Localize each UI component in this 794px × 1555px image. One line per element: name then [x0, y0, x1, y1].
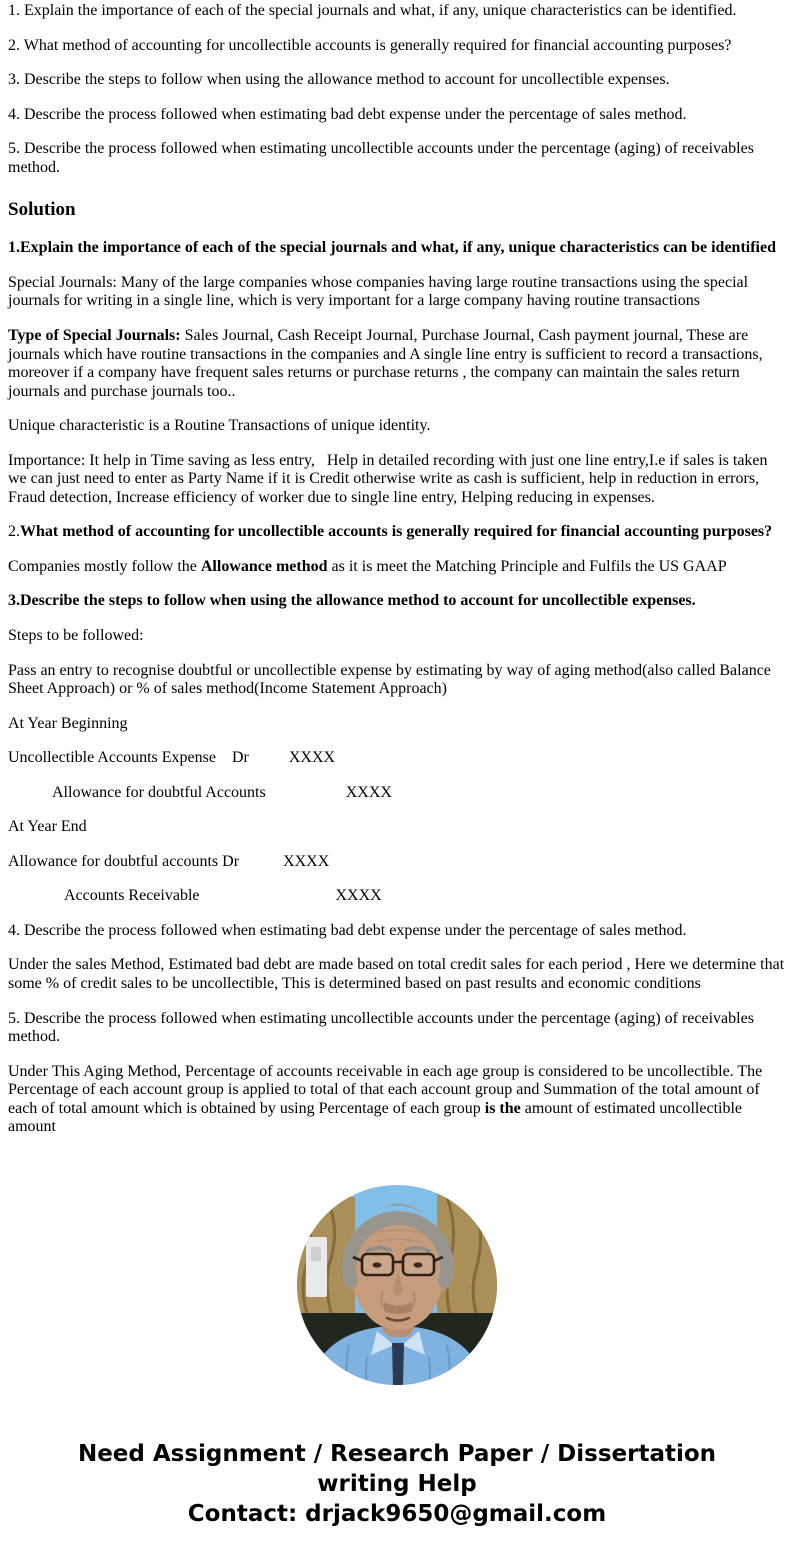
footer-line-2: writing Help	[317, 1470, 477, 1497]
text-run: Sales Journal, Cash Receipt Journal, Purchase Journal, Cash payment journal, These are journals which have routine transactions in the companies and A single line entry is sufficient to record a transactions, moreover if a company have frequent sales returns or purchase returns , the company can maintain the sales return journals and purchase journals too..	[8, 326, 767, 400]
text-run: 2.	[8, 523, 20, 541]
answer3-year-beginning-label: At Year Beginning	[8, 714, 128, 732]
journal-entry-line: Allowance for doubtful accounts Dr XXXX	[8, 852, 330, 870]
answer2-paragraph	[8, 558, 786, 577]
journal-entry-line: Accounts Receivable XXXX	[8, 887, 382, 905]
eye-left	[373, 1262, 382, 1267]
footer-line-3: Contact: drjack9650@gmail.com	[187, 1500, 607, 1527]
answer4-heading: 4. Describe the process followed when estimating bad debt expense under the percentage of sales method.	[8, 921, 687, 939]
answer3-steps-label: Steps to be followed:	[8, 626, 144, 644]
panel-switch	[311, 1247, 321, 1261]
photo-tie	[392, 1343, 404, 1385]
question-2: 2. What method of accounting for uncollectible accounts is generally required for financial accounting purposes?	[8, 36, 732, 54]
footer-banner	[8, 1439, 786, 1529]
answer1-special-journals: Special Journals: Many of the large companies whose companies having large routine transactions using the special journals for writing in a single line, which is very important for a large company having routine transactions	[8, 273, 753, 310]
answer3-year-end-label: At Year End	[8, 818, 87, 836]
answer5-paragraph	[8, 1063, 786, 1137]
answer1-importance: Importance: It help in Time saving as less entry, Help in detailed recording with just one line entry,I.e if sales is taken we can just need to enter as Party Name if it is Credit otherwise write as cash is sufficient, help in reduction in errors, Fraud detection, Increase efficiency of worker due to single line entry, Helping reducing in expenses.	[8, 451, 772, 506]
answer1-heading: 1.Explain the importance of each of the special journals and what, if any, unique characteristics can be identified	[8, 239, 776, 257]
answer4-paragraph: Under the sales Method, Estimated bad debt are made based on total credit sales for each period , Here we determine that some % of credit sales to be uncollectible, This is determined based on past results and economic conditions	[8, 956, 789, 992]
text-run-bold: What method of accounting for uncollectible accounts is generally required for financial accounting purposes?	[20, 523, 773, 541]
text-run: Companies mostly follow the	[8, 557, 201, 575]
question-4: 4. Describe the process followed when estimating bad debt expense under the percentage of sales method.	[8, 105, 687, 123]
answer5-heading: 5. Describe the process followed when estimating uncollectible accounts under the percentage (aging) of receivables method.	[8, 1009, 758, 1046]
portrait-photo	[8, 1185, 786, 1385]
journal-entry-line: Allowance for doubtful Accounts XXXX	[8, 783, 392, 801]
question-1: 1. Explain the importance of each of the special journals and what, if any, unique characteristics can be identified.	[8, 2, 737, 19]
text-run: amount of estimated uncollectible amount	[8, 1099, 747, 1136]
answer2-heading	[8, 523, 786, 542]
answer1-unique-characteristic: Unique characteristic is a Routine Transactions of unique identity.	[8, 417, 431, 435]
footer-line-1: Need Assignment / Research Paper / Dissertation	[77, 1440, 717, 1467]
text-run-bold: Type of Special Journals:	[8, 326, 181, 344]
solution-heading: Solution	[8, 199, 76, 221]
journal-entry-line: Uncollectible Accounts Expense Dr XXXX	[8, 749, 336, 767]
text-run-bold: is the	[484, 1099, 521, 1117]
answer1-types	[8, 327, 786, 401]
portrait-image	[297, 1185, 497, 1385]
eye-right	[414, 1262, 423, 1267]
text-run: Under This Aging Method, Percentage of accounts receivable in each age group is considered to be uncollectible. The Percentage of each account group is applied to total of that each account group and Summation of the total amount of each of total amount which is obtained by using Percentage of each group	[8, 1062, 767, 1117]
question-3: 3. Describe the steps to follow when using the allowance method to account for uncollectible expenses.	[8, 71, 670, 89]
text-run: as it is meet the Matching Principle and Fulfils the US GAAP	[327, 557, 727, 575]
text-run-bold: Allowance method	[200, 557, 328, 575]
answer3-heading: 3.Describe the steps to follow when using the allowance method to account for uncollectible expenses.	[8, 592, 696, 610]
photo-wall-panel	[306, 1237, 327, 1297]
answer3-pass-entry: Pass an entry to recognise doubtful or uncollectible expense by estimating by way of aging method(also called Balance Sheet Approach) or % of sales method(Income Statement Approach)	[8, 661, 775, 698]
question-5: 5. Describe the process followed when estimating uncollectible accounts under the percentage (aging) of receivables method.	[8, 140, 758, 176]
